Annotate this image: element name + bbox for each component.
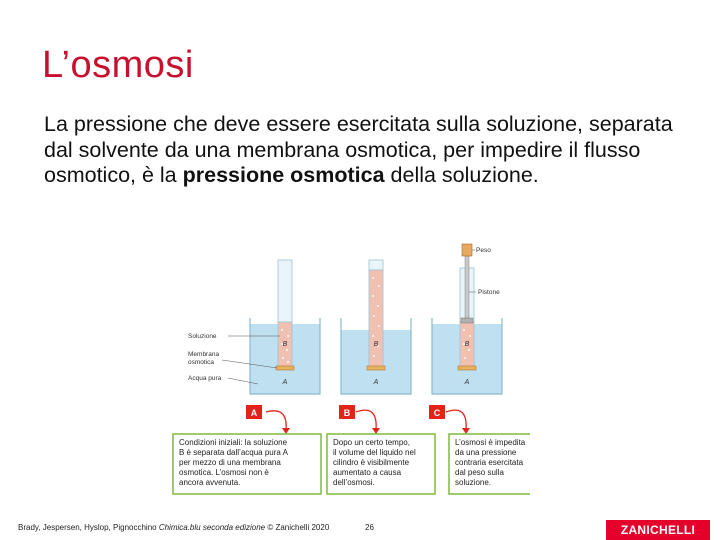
beaker-a <box>250 260 320 394</box>
caption-a-line: Condizioni iniziali: la soluzione <box>179 438 288 447</box>
footer-credit <box>18 523 329 532</box>
caption-b-line: aumentato a causa <box>333 468 402 477</box>
caption-b-line: il volume del liquido nel <box>333 448 416 457</box>
caption-a-line: per mezzo di una membrana <box>179 458 281 467</box>
caption-a-line: ancora avvenuta. <box>179 478 241 487</box>
label-peso: Peso <box>476 247 491 254</box>
body-bold-term: pressione osmotica <box>182 163 385 187</box>
osmosis-figure <box>170 238 530 498</box>
label-soluzione: Soluzione <box>188 333 217 340</box>
label-b1: B <box>282 341 288 348</box>
caption-b-line: Dopo un certo tempo, <box>333 438 410 447</box>
caption-b-line: dell’osmosi. <box>333 478 375 487</box>
footer-credit-text: Brady, Jespersen, Hyslop, Pignocchino <box>18 523 159 532</box>
caption-c-line: dal peso sulla <box>455 468 504 477</box>
caption-c-line: contraria esercitata <box>455 458 524 467</box>
badge-a: A <box>250 408 258 418</box>
label-osmotica: osmotica <box>188 359 215 366</box>
badge-c: C <box>433 408 441 418</box>
badge-b: B <box>343 408 351 418</box>
caption-a-line: osmotica. L’osmosi non è <box>179 468 269 477</box>
label-b2: B <box>373 341 379 348</box>
label-a3: A <box>464 379 470 386</box>
label-a1: A <box>282 379 288 386</box>
label-membrana: Membrana <box>188 351 220 358</box>
caption-a-line: B è separata dall’acqua pura A <box>179 448 288 457</box>
beaker-c <box>432 244 502 394</box>
footer-copyright: © Zanichelli 2020 <box>265 523 330 532</box>
label-acqua-pura: Acqua pura <box>188 375 222 382</box>
caption-c-line: soluzione. <box>455 478 492 487</box>
caption-c-line: L’osmosi è impedita <box>455 438 526 447</box>
page-number: 26 <box>365 523 374 532</box>
label-pistone: Pistone <box>478 289 500 296</box>
caption-c-line: da una pressione <box>455 448 517 457</box>
beaker-b <box>341 260 411 394</box>
caption-b-line: cilindro è visibilmente <box>333 458 410 467</box>
body-text-end: della soluzione. <box>384 163 539 187</box>
body-text-part: La pressione che deve essere esercitata sulla soluzione, separata dal solvente da una membrana osmotica, per impedire il flusso osmotico, è la <box>44 112 673 187</box>
publisher-logo: ZANICHELLI <box>606 520 710 540</box>
label-a2: A <box>373 379 379 386</box>
label-b3: B <box>464 341 470 348</box>
footer-book-title: Chimica.blu seconda edizione <box>158 523 266 532</box>
slide-body <box>44 112 684 189</box>
slide-title: L’osmosi <box>42 44 194 86</box>
